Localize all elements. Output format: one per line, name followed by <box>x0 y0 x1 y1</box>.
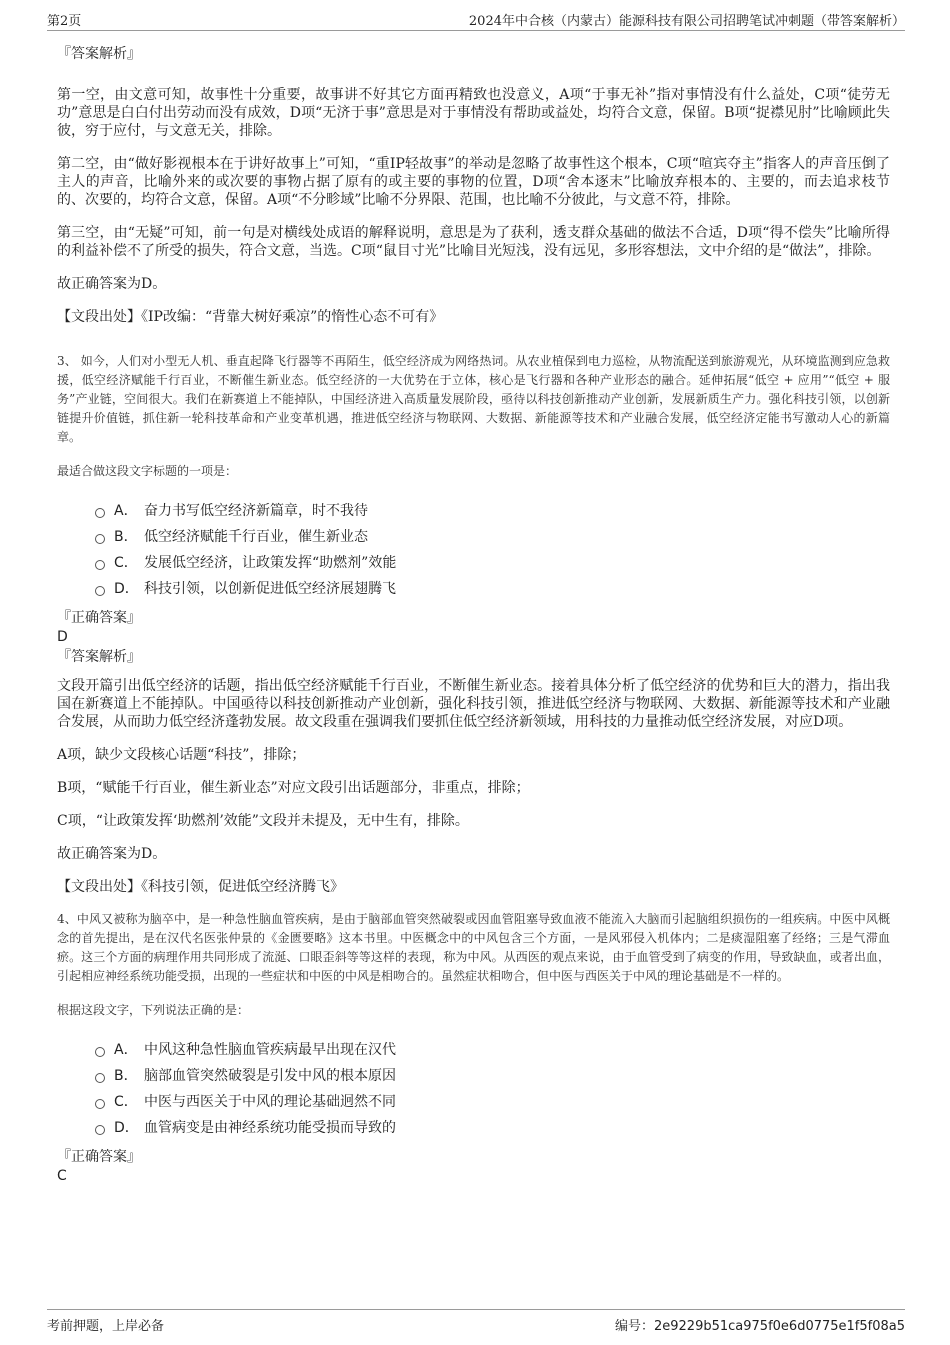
radio-icon[interactable] <box>95 560 105 570</box>
q3-source: 【文段出处】《科技引领，促进低空经济腾飞》 <box>57 879 344 895</box>
option-letter: B． <box>114 529 138 545</box>
q3-analysis-a: A项，缺少文段核心话题“科技”，排除； <box>57 747 306 763</box>
radio-icon[interactable] <box>95 1099 105 1109</box>
q3-options <box>95 498 890 602</box>
q2-conclusion: 故正确答案为D。 <box>57 276 167 292</box>
q2-analysis-paragraph-1: 第一空，由文意可知，故事性十分重要，故事讲不好其它方面再精致也没意义，A项“于事无补”指对事情没有什么益处，C项“徒劳无功”意思是白白付出劳动而没有成效，D项“无济于事”意思是对于事情没有帮助或益处，均符合文意，保留。B项“捉襟见肘”比喻顾此失彼，穷于应付，与文意无关，排除。 <box>57 87 890 139</box>
q4-option-d[interactable] <box>95 1115 890 1141</box>
option-text: 发展低空经济，让政策发挥“助燃剂”效能 <box>144 555 397 571</box>
q3-answer: D <box>57 629 68 645</box>
main-content <box>57 44 890 1186</box>
q3-analysis-label: 『答案解析』 <box>57 649 141 665</box>
q2-analysis-paragraph-2: 第二空，由“做好影视根本在于讲好故事上”可知，“重IP轻故事”的举动是忽略了故事性这个根本，C项“喧宾夺主”指客人的声音压倒了主人的声音，比喻外来的或次要的事物占据了原有的或主要的事物的位置，D项“舍本逐末”比喻放弃根本的、主要的，而去追求枝节的、次要的，均符合文意，保留。A项“不分畛域”比喻不分界限、范围，也比喻不分彼此，与文意不符，排除。 <box>57 156 890 208</box>
q4-option-a[interactable] <box>95 1037 890 1063</box>
option-text: 脑部血管突然破裂是引发中风的根本原因 <box>144 1068 396 1084</box>
option-letter: A． <box>114 503 138 519</box>
q3-answer-label: 『正确答案』 <box>57 610 141 626</box>
q3-conclusion: 故正确答案为D。 <box>57 846 167 862</box>
q4-answer-label: 『正确答案』 <box>57 1149 141 1165</box>
q4-option-b[interactable] <box>95 1063 890 1089</box>
q3-option-a[interactable] <box>95 498 890 524</box>
radio-icon[interactable] <box>95 1073 105 1083</box>
option-letter: D． <box>114 581 139 597</box>
q3-prompt: 最适合做这段文字标题的一项是： <box>57 464 238 478</box>
option-letter: B． <box>114 1068 138 1084</box>
option-letter: C． <box>114 1094 138 1110</box>
radio-icon[interactable] <box>95 534 105 544</box>
option-text: 中风这种急性脑血管疾病最早出现在汉代 <box>144 1042 396 1058</box>
option-text: 中医与西医关于中风的理论基础迥然不同 <box>144 1094 396 1110</box>
radio-icon[interactable] <box>95 586 105 596</box>
q2-analysis-paragraph-3: 第三空，由“无疑”可知，前一句是对横线处成语的解释说明，意思是为了获利，透支群众基础的做法不合适，D项“得不偿失”比喻所得的利益补偿不了所受的损失，符合文意，当选。C项“鼠目寸光”比喻目光短浅，没有远见，多形容想法，文中介绍的是“做法”，排除。 <box>57 225 890 259</box>
q3-analysis-c: C项，“让政策发挥‘助燃剂’效能”文段并未提及，无中生有，排除。 <box>57 813 469 829</box>
option-letter: C． <box>114 555 138 571</box>
option-text: 血管病变是由神经系统功能受损而导致的 <box>144 1120 396 1136</box>
q3-stem: 3、 如今，人们对小型无人机、垂直起降飞行器等不再陌生，低空经济成为网络热词。从农业植保到电力巡检，从物流配送到旅游观光，从环境监测到应急救援，低空经济赋能千行百业，不断催生新业态。低空经济的一大优势在于立体，核心是飞行器和各种产业形态的融合。延伸拓展“低空 + 应用”“低空 + 服务”产业链，空间很大。我们在新赛道上不能掉队，中国经济进入高质量发展阶段，亟待以科技创新推动产业创新，发展新质生产力。强化科技引领，以创新链提升价值链，抓住新一轮科技革命和产业变革机遇，推进低空经济与物联网、大数据、新能源等技术和产业融合发展，低空经济定能书写激动人心的新篇章。 <box>57 354 890 444</box>
q4-prompt: 根据这段文字，下列说法正确的是： <box>57 1003 250 1017</box>
radio-icon[interactable] <box>95 1125 105 1135</box>
q3-analysis-b: B项，“赋能千行百业，催生新业态”对应文段引出话题部分，非重点，排除； <box>57 780 530 796</box>
q4-option-c[interactable] <box>95 1089 890 1115</box>
radio-icon[interactable] <box>95 1047 105 1057</box>
radio-icon[interactable] <box>95 508 105 518</box>
q3-option-b[interactable] <box>95 524 890 550</box>
page-footer <box>47 1309 905 1336</box>
q4-options <box>95 1037 890 1141</box>
footer-slogan: 考前押题，上岸必备 <box>47 1319 165 1334</box>
option-text: 奋力书写低空经济新篇章，时不我待 <box>144 503 368 519</box>
q3-analysis-main: 文段开篇引出低空经济的话题，指出低空经济赋能千行百业，不断催生新业态。接着具体分析了低空经济的优势和巨大的潜力，指出我国在新赛道上不能掉队。中国亟待以科技创新推动产业创新，强化科技引领，推进低空经济与物联网、大数据、新能源等技术和产业融合发展，从而助力低空经济蓬勃发展。故文段重在强调我们要抓住低空经济新领域，用科技的力量推动低空经济发展，对应D项。 <box>57 678 890 730</box>
q4-answer: C <box>57 1168 67 1184</box>
q4-stem: 4、中风又被称为脑卒中，是一种急性脑血管疾病，是由于脑部血管突然破裂或因血管阻塞导致血液不能流入大脑而引起脑组织损伤的一组疾病。中医中风概念的首先提出，是在汉代名医张仲景的《金匮要略》这本书里。中医概念中的中风包含三个方面，一是风邪侵入机体内；二是痰湿阻塞了经络；三是气滞血瘀。这三个方面的病理作用共同形成了流涎、口眼歪斜等等这样的表现，称为中风。从西医的观点来说，由于血管受到了病变的作用，导致缺血，或者出血，引起相应神经系统功能受损，出现的一些症状和中医的中风是相吻合的。虽然症状相吻合，但中医与西医关于中风的理论基础是不一样的。 <box>57 912 890 983</box>
option-text: 低空经济赋能千行百业，催生新业态 <box>144 529 368 545</box>
page-number: 第2页 <box>47 14 82 29</box>
option-text: 科技引领，以创新促进低空经济展翅腾飞 <box>144 581 396 597</box>
q3-option-c[interactable] <box>95 550 890 576</box>
page-header <box>47 10 905 31</box>
document-title: 2024年中合核（内蒙古）能源科技有限公司招聘笔试冲刺题（带答案解析） <box>468 14 905 29</box>
option-letter: D． <box>114 1120 139 1136</box>
q2-source: 【文段出处】《IP改编：“背靠大树好乘凉”的惰性心态不可有》 <box>57 309 444 325</box>
document-id-label: 编号： <box>614 1319 654 1334</box>
document-id <box>615 1315 905 1334</box>
document-id-value: 2e9229b51ca975f0e6d0775e1f5f08a5 <box>654 1319 905 1334</box>
q2-analysis-label: 『答案解析』 <box>57 46 141 62</box>
q3-option-d[interactable] <box>95 576 890 602</box>
option-letter: A． <box>114 1042 138 1058</box>
